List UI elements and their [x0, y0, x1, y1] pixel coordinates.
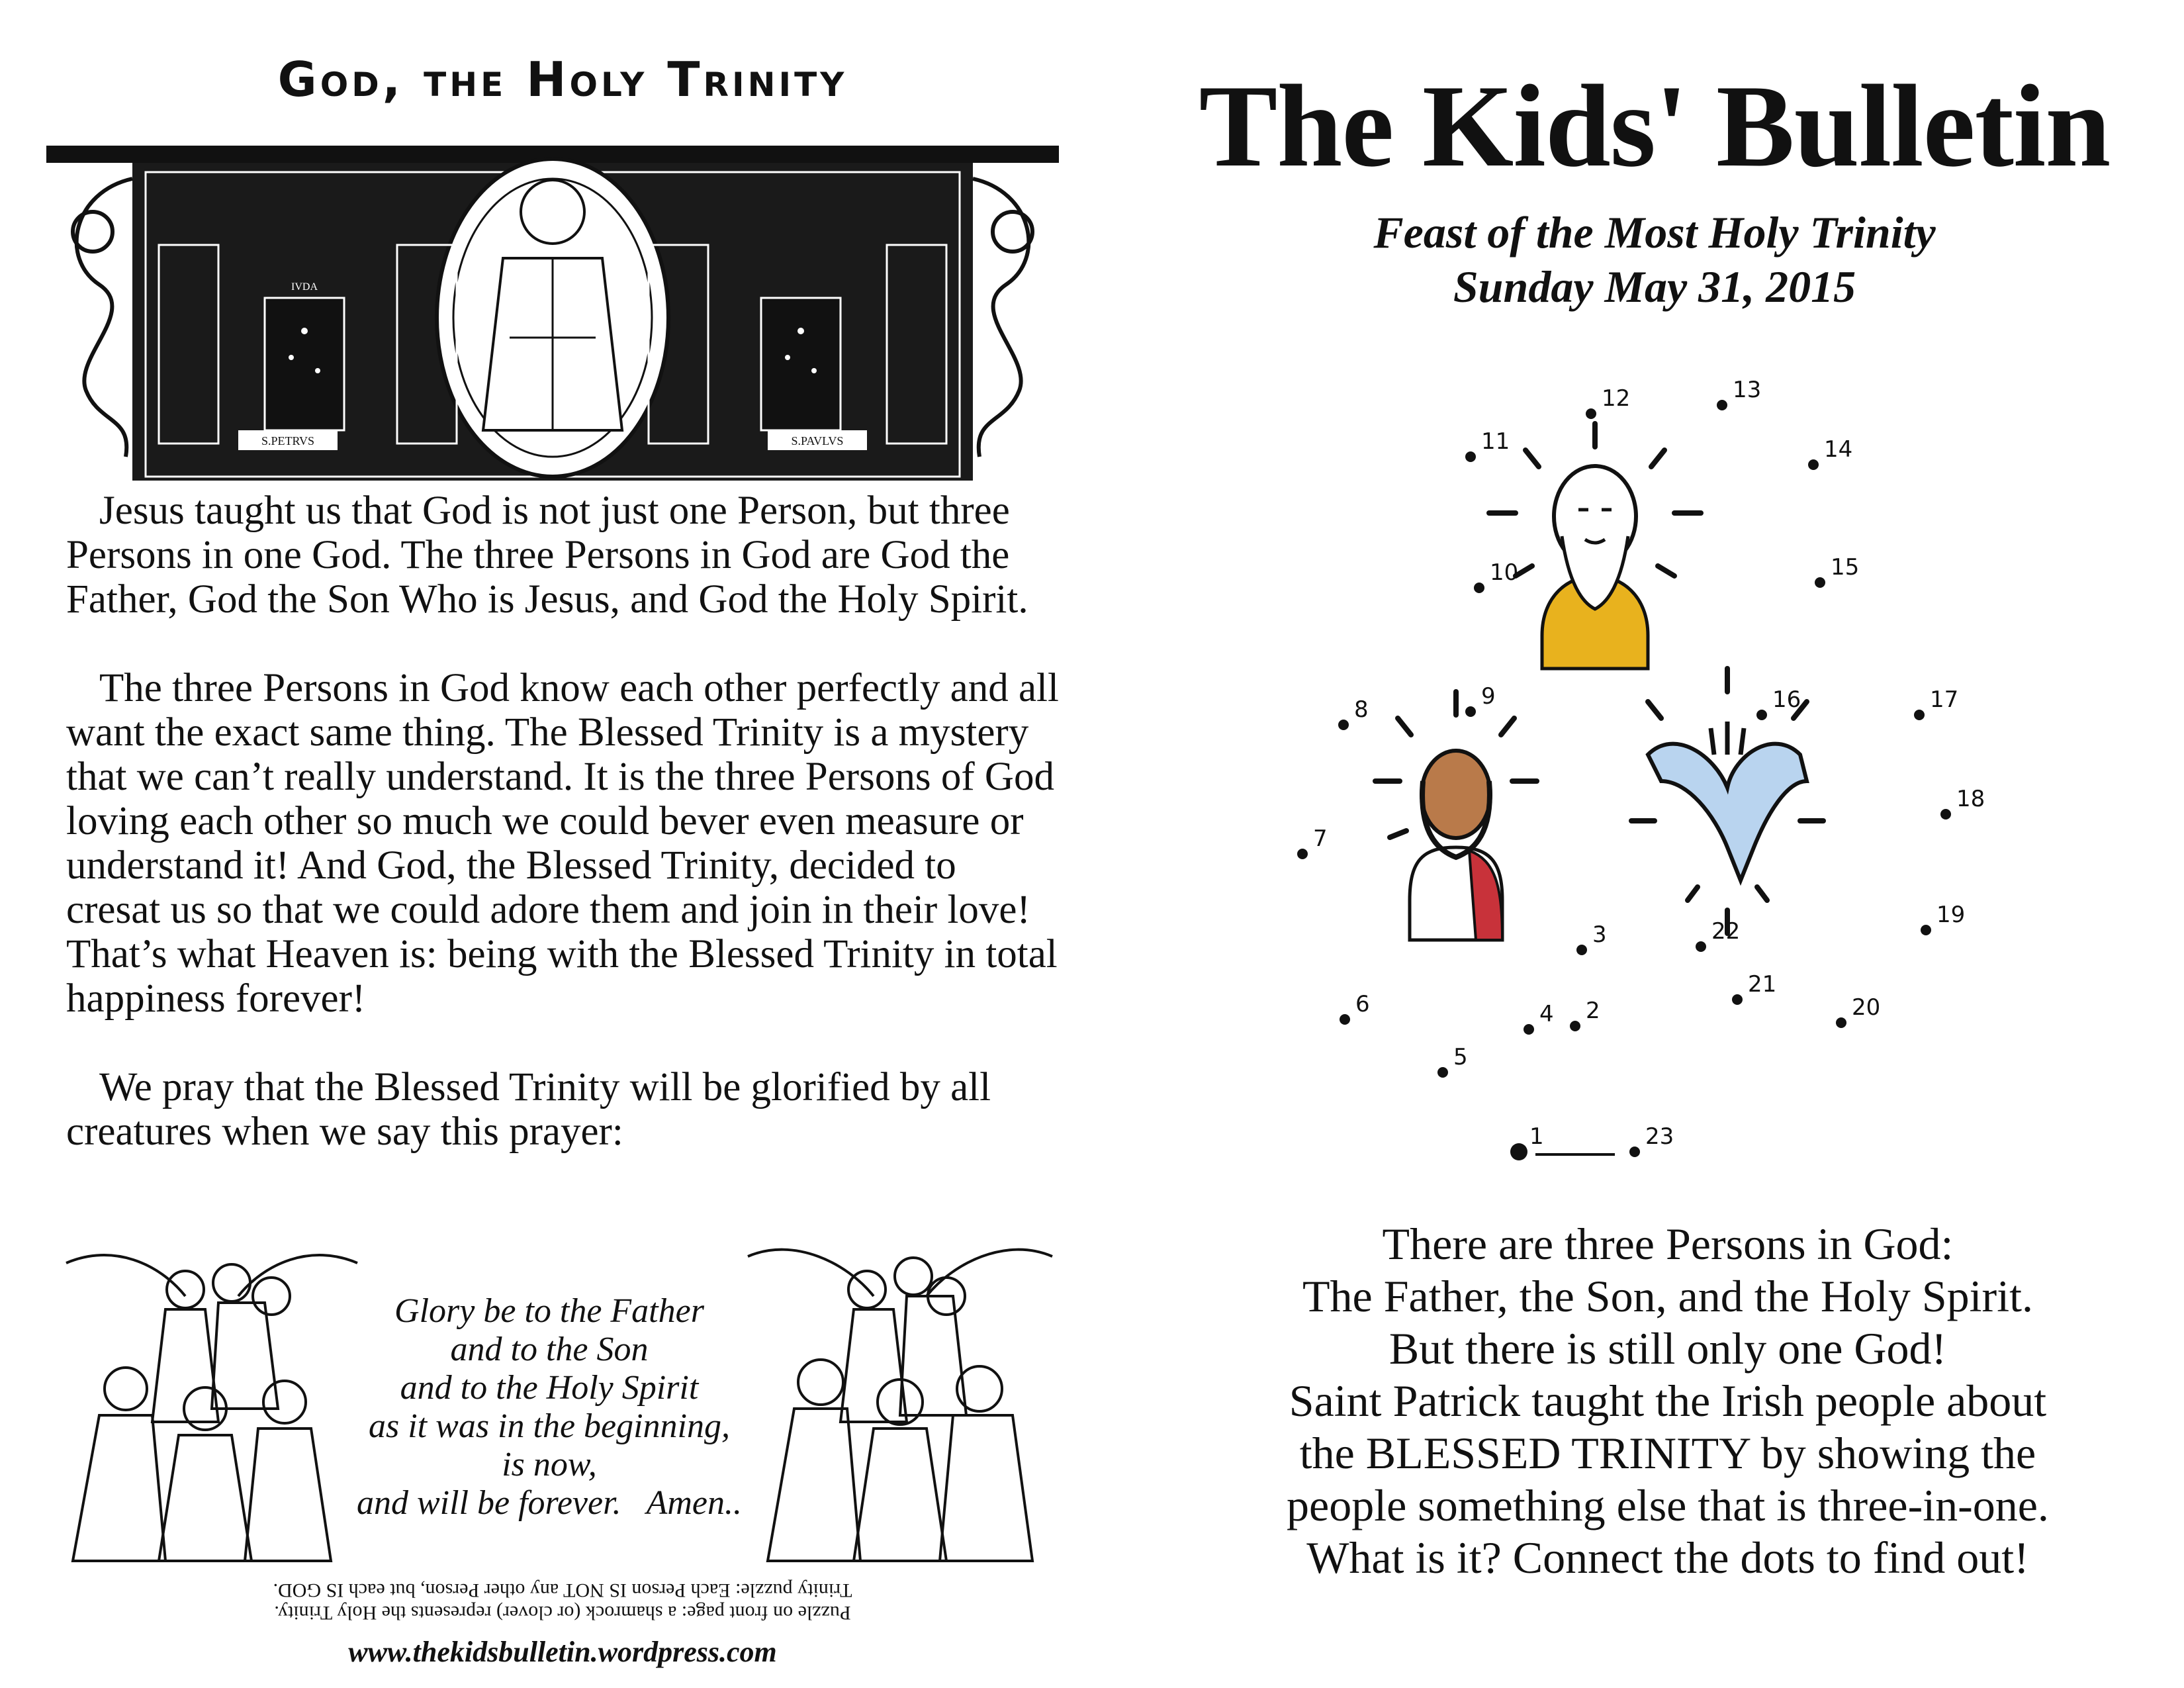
instruction-line: Saint Patrick taught the Irish people about — [1289, 1376, 2047, 1426]
dot-label-20: 20 — [1852, 994, 1881, 1021]
god-the-father-figure — [1489, 424, 1701, 669]
dot-8 — [1338, 720, 1349, 730]
dot-label-1: 1 — [1529, 1123, 1544, 1150]
feast-subtitle — [1138, 205, 2171, 314]
jesus-figure — [1375, 692, 1537, 940]
dot-label-13: 13 — [1733, 377, 1762, 403]
dot-3 — [1576, 945, 1587, 955]
dot-label-16: 16 — [1772, 686, 1801, 713]
dot-label-5: 5 — [1453, 1044, 1468, 1070]
dot-14 — [1808, 459, 1819, 470]
instruction-line: the BLESSED TRINITY by showing the — [1299, 1428, 2036, 1478]
paragraph-1: Jesus taught us that God is not just one Person, but three Persons in one God. The three Persons in God are God the Father, God the Son Who is Jesus, and God the Holy Spirit. — [66, 489, 1028, 622]
puzzle-instructions — [1152, 1218, 2184, 1584]
dot-17 — [1914, 710, 1925, 720]
dot-label-17: 17 — [1930, 686, 1959, 713]
instruction-line: The Father, the Son, and the Holy Spirit. — [1302, 1271, 2033, 1321]
dot-10 — [1474, 583, 1484, 593]
answer-line: Puzzle on front page: a shamrock (or clover) represents the Holy Trinity. — [274, 1602, 851, 1624]
dot-6 — [1340, 1014, 1350, 1025]
glory-be-prayer — [318, 1292, 781, 1523]
dot-7 — [1297, 849, 1308, 859]
prayer-line: as it was in the beginning, — [369, 1407, 730, 1445]
dot-18 — [1940, 809, 1951, 820]
dot-label-14: 14 — [1824, 436, 1853, 463]
dot-15 — [1815, 577, 1825, 588]
dot-13 — [1717, 400, 1727, 410]
dot-label-19: 19 — [1936, 902, 1966, 928]
dot-22 — [1696, 941, 1706, 952]
instruction-line: There are three Persons in God: — [1382, 1219, 1954, 1269]
feast-name: Feast of the Most Holy Trinity — [1373, 207, 1936, 258]
dot-label-8: 8 — [1354, 696, 1369, 723]
altar-label-ivda: IVDA — [291, 281, 318, 293]
instruction-line: What is it? Connect the dots to find out! — [1306, 1532, 2029, 1583]
dot-label-10: 10 — [1490, 559, 1519, 586]
dot-11 — [1465, 451, 1476, 462]
prayer-line: and will be forever. Amen.. — [356, 1484, 743, 1522]
dot-4 — [1524, 1024, 1534, 1035]
dot-23 — [1629, 1147, 1640, 1157]
dot-label-21: 21 — [1748, 971, 1777, 998]
dot-label-6: 6 — [1355, 991, 1370, 1017]
dot-5 — [1437, 1067, 1448, 1078]
dot-9 — [1465, 706, 1476, 717]
dot-label-18: 18 — [1956, 786, 1985, 812]
dot-2 — [1570, 1021, 1580, 1031]
dot-label-12: 12 — [1602, 385, 1631, 412]
dot-label-15: 15 — [1831, 554, 1860, 581]
prayer-line: and to the Holy Spirit — [400, 1369, 699, 1407]
connect-the-dots-puzzle — [1224, 357, 2085, 1192]
instruction-line: But there is still only one God! — [1388, 1323, 1947, 1374]
altar-illustration — [46, 139, 1059, 483]
altar-label-petrus: S.PETRVS — [261, 434, 315, 447]
puzzle-answer-upside-down — [199, 1579, 927, 1624]
dot-20 — [1836, 1017, 1846, 1028]
dot-12 — [1586, 408, 1596, 419]
dot-label-22: 22 — [1711, 918, 1741, 945]
dot-label-3: 3 — [1592, 921, 1607, 948]
angels-right-illustration — [735, 1237, 1066, 1568]
dot-label-7: 7 — [1313, 825, 1328, 852]
dot-label-9: 9 — [1481, 683, 1496, 710]
dot-1 — [1510, 1143, 1527, 1160]
instruction-line: people something else that is three-in-one. — [1287, 1480, 2049, 1530]
feast-date: Sunday May 31, 2015 — [1453, 261, 1856, 312]
answer-line: Trinity puzzle: Each Person IS NOT any other Person, but each IS GOD. — [273, 1579, 852, 1601]
website-link[interactable]: www.thekidsbulletin.wordpress.com — [348, 1636, 777, 1668]
prayer-line: and to the Son — [450, 1331, 649, 1368]
prayer-line: Glory be to the Father — [394, 1292, 704, 1330]
dot-label-11: 11 — [1481, 428, 1510, 455]
prayer-line: is now, — [502, 1446, 597, 1483]
paragraph-2: The three Persons in God know each other perfectly and all want the exact same thing. The Blessed Trinity is a mystery that we can’t really understand. It is the three Persons of God loving each other so much we could bever even measure or understand it! And God, the Blessed Trinity, decided to cresat us so that we could adore them and join in their love! That’s what Heaven is: being with the Blessed Trinity in total happiness forever! — [66, 666, 1059, 1021]
numbered-dots — [1297, 377, 1985, 1160]
altar-label-paulus: S.PAVLVS — [791, 434, 844, 447]
dot-16 — [1756, 710, 1767, 720]
dot-19 — [1921, 925, 1931, 935]
dot-label-2: 2 — [1586, 998, 1600, 1024]
dot-21 — [1732, 994, 1743, 1005]
paragraph-3: We pray that the Blessed Trinity will be glorified by all creatures when we say this prayer: — [66, 1065, 991, 1154]
left-page-title: God, the Holy Trinity — [277, 52, 848, 107]
trinity-explanation — [66, 489, 1059, 1154]
dot-label-4: 4 — [1539, 1001, 1554, 1027]
dot-label-23: 23 — [1645, 1123, 1674, 1150]
bulletin-title: The Kids' Bulletin — [1199, 60, 2111, 191]
